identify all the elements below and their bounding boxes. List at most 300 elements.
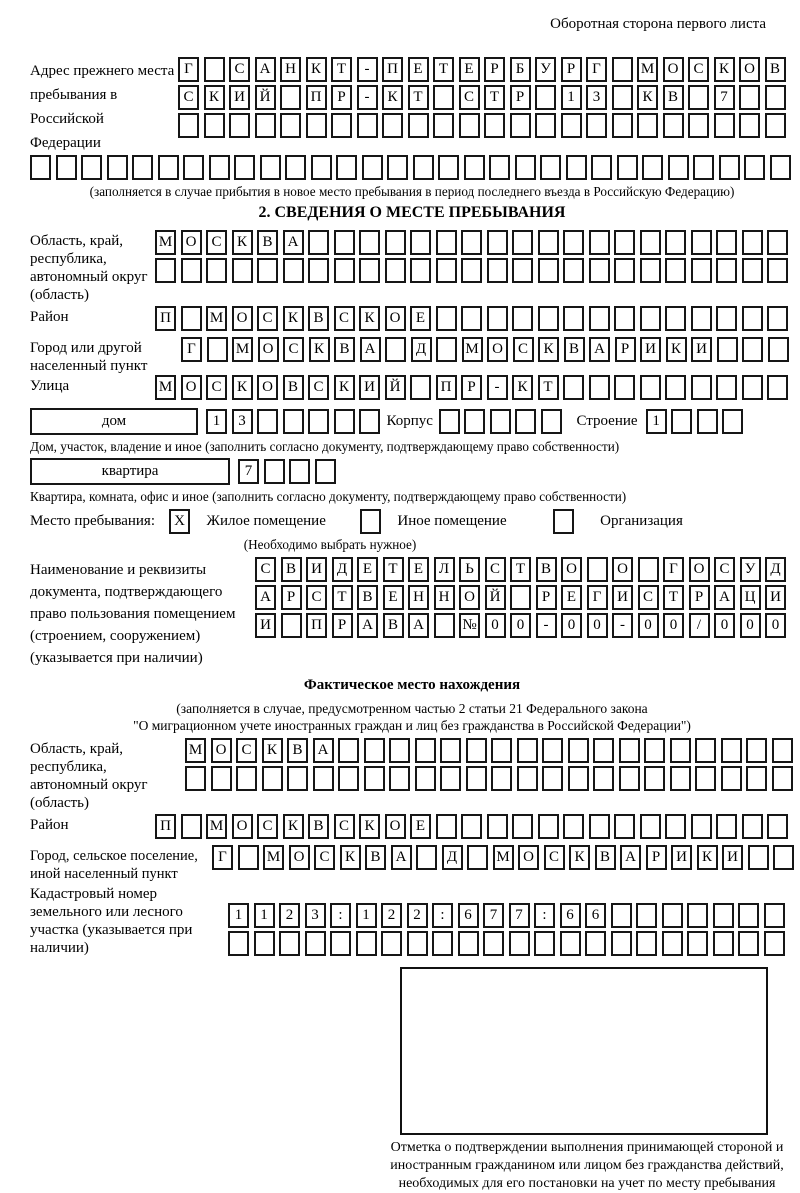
char-box-row — [155, 258, 793, 283]
char-box — [587, 557, 608, 582]
char-box — [767, 258, 788, 283]
char-box — [566, 155, 587, 180]
char-box: Ь — [459, 557, 480, 582]
char-box — [491, 766, 512, 791]
char-box — [589, 230, 610, 255]
stay-type-note: (Необходимо выбрать нужное) — [243, 537, 417, 552]
actual-region-field — [30, 738, 794, 812]
char-box: О — [258, 337, 279, 362]
char-box: К — [232, 375, 253, 400]
char-box: Г — [587, 585, 608, 610]
char-box — [640, 375, 661, 400]
char-box: Р — [332, 613, 353, 638]
char-box: Д — [442, 845, 463, 870]
char-box: М — [206, 306, 227, 331]
char-box — [415, 766, 436, 791]
char-box — [541, 409, 562, 434]
actual-city-field — [30, 845, 794, 883]
char-box — [436, 814, 457, 839]
apartment-type-box: квартира — [30, 458, 230, 485]
char-box — [542, 766, 563, 791]
char-box — [662, 931, 683, 956]
char-box: И — [671, 845, 692, 870]
char-box: С — [485, 557, 506, 582]
char-box — [178, 113, 199, 138]
char-box — [611, 931, 632, 956]
char-box — [515, 155, 536, 180]
char-box: Й — [255, 85, 276, 110]
char-box-row — [155, 814, 793, 839]
char-box — [56, 155, 77, 180]
char-box — [362, 155, 383, 180]
char-box: 1 — [561, 85, 582, 110]
char-box: Б — [510, 57, 531, 82]
char-box: : — [534, 903, 555, 928]
char-box — [716, 306, 737, 331]
char-box — [716, 230, 737, 255]
char-box — [742, 814, 763, 839]
char-box — [637, 113, 658, 138]
char-box — [228, 931, 249, 956]
char-box: 7 — [238, 459, 259, 484]
char-box: А — [255, 585, 276, 610]
char-box: Е — [561, 585, 582, 610]
char-box — [688, 85, 709, 110]
document-field — [30, 557, 794, 669]
char-box — [671, 409, 692, 434]
char-box — [691, 375, 712, 400]
char-box: М — [185, 738, 206, 763]
char-box — [772, 766, 793, 791]
char-box: В — [357, 585, 378, 610]
char-box: 6 — [560, 903, 581, 928]
char-box — [382, 113, 403, 138]
char-box — [385, 337, 406, 362]
char-box — [436, 337, 457, 362]
char-box — [204, 113, 225, 138]
prev-address-rows — [178, 57, 790, 141]
char-box — [260, 155, 281, 180]
actual-district-label: Район — [30, 817, 69, 833]
char-box: Е — [383, 585, 404, 610]
char-box — [434, 613, 455, 638]
char-box: 3 — [586, 85, 607, 110]
char-box — [359, 409, 380, 434]
actual-location-note2: "О миграционном учете иностранных граждан и лиц без гражданства в Российской Федерации") — [133, 718, 691, 733]
char-box: А — [283, 230, 304, 255]
char-box: П — [306, 613, 327, 638]
char-box — [665, 306, 686, 331]
char-box — [338, 738, 359, 763]
char-box: Н — [434, 585, 455, 610]
page-side-note: Оборотная сторона первого листа — [550, 16, 766, 32]
char-box — [467, 845, 488, 870]
char-box: Н — [280, 57, 301, 82]
char-box: С — [229, 57, 250, 82]
char-box — [491, 738, 512, 763]
stay-option-label: Жилое помещение — [206, 513, 326, 529]
char-box — [410, 230, 431, 255]
char-box — [283, 409, 304, 434]
char-box: Р — [461, 375, 482, 400]
char-box: X — [169, 509, 190, 534]
char-box — [563, 230, 584, 255]
char-box — [589, 306, 610, 331]
char-box: Т — [484, 85, 505, 110]
char-box — [738, 931, 759, 956]
char-box — [670, 766, 691, 791]
house-type-box: дом — [30, 408, 198, 435]
char-box — [181, 306, 202, 331]
char-box — [662, 903, 683, 928]
char-box — [410, 375, 431, 400]
char-box: / — [689, 613, 710, 638]
char-box: 2 — [279, 903, 300, 928]
char-box — [538, 258, 559, 283]
char-box: К — [359, 814, 380, 839]
char-box — [433, 113, 454, 138]
char-box: К — [334, 375, 355, 400]
char-box: 2 — [407, 903, 428, 928]
char-box — [767, 306, 788, 331]
char-box — [487, 814, 508, 839]
char-box: М — [232, 337, 253, 362]
char-box — [719, 155, 740, 180]
char-box: С — [544, 845, 565, 870]
char-box: Е — [357, 557, 378, 582]
char-box: У — [740, 557, 761, 582]
actual-city-label: Город, сельское поселение, иной населенный пункт — [30, 848, 198, 882]
char-box — [714, 113, 735, 138]
char-box: 7 — [483, 903, 504, 928]
char-box: О — [289, 845, 310, 870]
char-box: : — [432, 903, 453, 928]
char-box: - — [357, 85, 378, 110]
char-box-row — [238, 459, 340, 484]
char-box — [385, 230, 406, 255]
char-box — [739, 113, 760, 138]
char-box: Г — [178, 57, 199, 82]
char-box — [721, 738, 742, 763]
char-box: : — [330, 903, 351, 928]
char-box: И — [640, 337, 661, 362]
char-box — [716, 375, 737, 400]
prev-address-label: Адрес прежнего места пребывания в Российской Федерации — [30, 63, 175, 151]
char-box — [433, 85, 454, 110]
char-box: О — [181, 230, 202, 255]
char-box: Т — [663, 585, 684, 610]
char-box — [563, 258, 584, 283]
char-box: В — [595, 845, 616, 870]
actual-region-label: Область, край, республика, автономный округ (область) — [30, 741, 148, 811]
char-box — [183, 155, 204, 180]
char-box-row — [255, 557, 791, 582]
char-box — [359, 258, 380, 283]
char-box: К — [359, 306, 380, 331]
apartment-note: Квартира, комната, офис и иное (заполнить согласно документу, подтверждающему право собственности) — [30, 489, 627, 504]
document-label: Наименование и реквизиты документа, подтверждающего право пользования помещением (строением, сооружением) (указывается при наличии) — [30, 562, 236, 666]
char-box — [483, 931, 504, 956]
char-box — [670, 738, 691, 763]
char-box — [767, 814, 788, 839]
char-box: 1 — [228, 903, 249, 928]
actual-location-title: Фактическое место нахождения — [303, 677, 521, 693]
char-box: В — [365, 845, 386, 870]
char-box: С — [257, 306, 278, 331]
char-box: К — [512, 375, 533, 400]
char-box: К — [538, 337, 559, 362]
char-box — [107, 155, 128, 180]
char-box: 6 — [458, 903, 479, 928]
char-box — [489, 155, 510, 180]
char-box: П — [155, 814, 176, 839]
char-box: О — [739, 57, 760, 82]
prev-address-note: (заполняется в случае прибытия в новое место пребывания в период последнего въезда в Российскую Федерацию) — [89, 184, 735, 199]
char-box: В — [257, 230, 278, 255]
char-box — [742, 230, 763, 255]
char-box: 0 — [587, 613, 608, 638]
char-box: К — [569, 845, 590, 870]
char-box — [722, 409, 743, 434]
char-box: Р — [689, 585, 710, 610]
char-box: М — [462, 337, 483, 362]
char-box — [538, 306, 559, 331]
char-box-row — [185, 738, 797, 763]
char-box: 1 — [206, 409, 227, 434]
char-box — [204, 57, 225, 82]
char-box — [748, 845, 769, 870]
char-box: К — [697, 845, 718, 870]
stay-option-checkbox — [553, 509, 579, 534]
stay-type-label: Место пребывания: — [30, 513, 155, 529]
char-box: Т — [331, 57, 352, 82]
char-box — [742, 375, 763, 400]
char-box — [517, 766, 538, 791]
char-box — [389, 766, 410, 791]
char-box: Т — [433, 57, 454, 82]
cadastral-field — [30, 883, 794, 959]
char-box: С — [206, 375, 227, 400]
char-box: 3 — [232, 409, 253, 434]
char-box — [691, 230, 712, 255]
char-box — [770, 155, 791, 180]
stay-option-label: Организация — [600, 513, 683, 529]
char-box — [687, 903, 708, 928]
char-box — [487, 258, 508, 283]
char-box: Р — [561, 57, 582, 82]
char-box — [561, 113, 582, 138]
char-box: 0 — [638, 613, 659, 638]
char-box: И — [255, 613, 276, 638]
char-box: А — [408, 613, 429, 638]
char-box: П — [155, 306, 176, 331]
char-box — [612, 57, 633, 82]
char-box-row — [181, 337, 793, 362]
char-box: 7 — [714, 85, 735, 110]
char-box: В — [383, 613, 404, 638]
char-box: Д — [411, 337, 432, 362]
char-box — [432, 931, 453, 956]
char-box — [283, 258, 304, 283]
char-box — [238, 845, 259, 870]
char-box — [746, 766, 767, 791]
char-box — [742, 258, 763, 283]
char-box — [691, 306, 712, 331]
char-box — [538, 230, 559, 255]
char-box: О — [257, 375, 278, 400]
char-box — [308, 409, 329, 434]
char-box — [381, 931, 402, 956]
char-box — [640, 258, 661, 283]
char-box — [305, 931, 326, 956]
char-box: И — [229, 85, 250, 110]
char-box-row — [439, 409, 567, 434]
char-box: О — [663, 57, 684, 82]
char-box — [331, 113, 352, 138]
char-box — [461, 258, 482, 283]
cadastral-label: Кадастровый номер земельного или лесного участка (указывается при наличии) — [30, 886, 193, 956]
char-box — [308, 258, 329, 283]
char-box: 0 — [740, 613, 761, 638]
char-box: С — [638, 585, 659, 610]
region-label: Область, край, республика, автономный округ (область) — [30, 233, 148, 303]
char-box: С — [688, 57, 709, 82]
char-box — [772, 738, 793, 763]
char-box: И — [612, 585, 633, 610]
char-box — [254, 931, 275, 956]
char-box — [614, 814, 635, 839]
char-box: Т — [538, 375, 559, 400]
char-box-row — [255, 613, 791, 638]
char-box — [560, 931, 581, 956]
char-box — [211, 766, 232, 791]
stroenie-label: Строение — [576, 413, 638, 429]
char-box: О — [181, 375, 202, 400]
char-box — [563, 814, 584, 839]
char-box-row — [155, 306, 793, 331]
char-box — [638, 557, 659, 582]
char-box: С — [513, 337, 534, 362]
char-box — [693, 155, 714, 180]
char-box — [334, 409, 355, 434]
char-box: К — [204, 85, 225, 110]
char-box — [234, 155, 255, 180]
char-box: Р — [281, 585, 302, 610]
char-box: И — [722, 845, 743, 870]
char-box: О — [211, 738, 232, 763]
char-box: Р — [484, 57, 505, 82]
char-box: К — [309, 337, 330, 362]
char-box — [688, 113, 709, 138]
char-box — [461, 814, 482, 839]
char-box — [490, 409, 511, 434]
char-box-row — [155, 230, 793, 255]
char-box — [515, 409, 536, 434]
char-box — [436, 230, 457, 255]
char-box — [289, 459, 310, 484]
char-box — [591, 155, 612, 180]
char-box: Л — [434, 557, 455, 582]
char-box — [585, 931, 606, 956]
char-box: 1 — [356, 903, 377, 928]
char-box — [262, 766, 283, 791]
char-box — [568, 766, 589, 791]
char-box: Е — [410, 306, 431, 331]
char-box — [614, 306, 635, 331]
char-box: 0 — [561, 613, 582, 638]
char-box: М — [155, 375, 176, 400]
char-box — [691, 814, 712, 839]
char-box — [484, 113, 505, 138]
char-box — [713, 903, 734, 928]
char-box: У — [535, 57, 556, 82]
char-box — [438, 155, 459, 180]
char-box: К — [262, 738, 283, 763]
char-box — [517, 738, 538, 763]
char-box — [593, 738, 614, 763]
char-box — [589, 814, 610, 839]
char-box: Р — [510, 85, 531, 110]
char-box: П — [436, 375, 457, 400]
char-box — [742, 306, 763, 331]
char-box: 3 — [305, 903, 326, 928]
stamp-area — [400, 967, 768, 1135]
char-box — [510, 585, 531, 610]
char-box — [568, 738, 589, 763]
char-box: В — [308, 306, 329, 331]
char-box: И — [765, 585, 786, 610]
char-box: Е — [410, 814, 431, 839]
char-box — [315, 459, 336, 484]
char-box: М — [263, 845, 284, 870]
char-box — [207, 337, 228, 362]
char-box: А — [360, 337, 381, 362]
char-box — [535, 85, 556, 110]
char-box — [407, 931, 428, 956]
char-box: Г — [586, 57, 607, 82]
char-box-row — [155, 375, 793, 400]
char-box — [389, 738, 410, 763]
char-box: К — [382, 85, 403, 110]
char-box — [617, 155, 638, 180]
char-box — [695, 738, 716, 763]
char-box: Р — [331, 85, 352, 110]
char-box — [509, 931, 530, 956]
char-box: Е — [408, 557, 429, 582]
stay-option-label: Иное помещение — [397, 513, 507, 529]
char-box: Т — [510, 557, 531, 582]
char-box — [360, 509, 381, 534]
char-box: И — [691, 337, 712, 362]
char-box: К — [283, 306, 304, 331]
char-box-row — [206, 409, 385, 434]
char-box: 7 — [509, 903, 530, 928]
char-box: С — [306, 585, 327, 610]
char-box: О — [385, 306, 406, 331]
char-box — [387, 155, 408, 180]
char-box — [440, 738, 461, 763]
char-box — [330, 931, 351, 956]
char-box: О — [459, 585, 480, 610]
char-box: Д — [332, 557, 353, 582]
char-box: О — [385, 814, 406, 839]
char-box: С — [334, 306, 355, 331]
char-box — [535, 113, 556, 138]
char-box: А — [620, 845, 641, 870]
char-box — [563, 375, 584, 400]
char-box — [338, 766, 359, 791]
char-box: О — [518, 845, 539, 870]
